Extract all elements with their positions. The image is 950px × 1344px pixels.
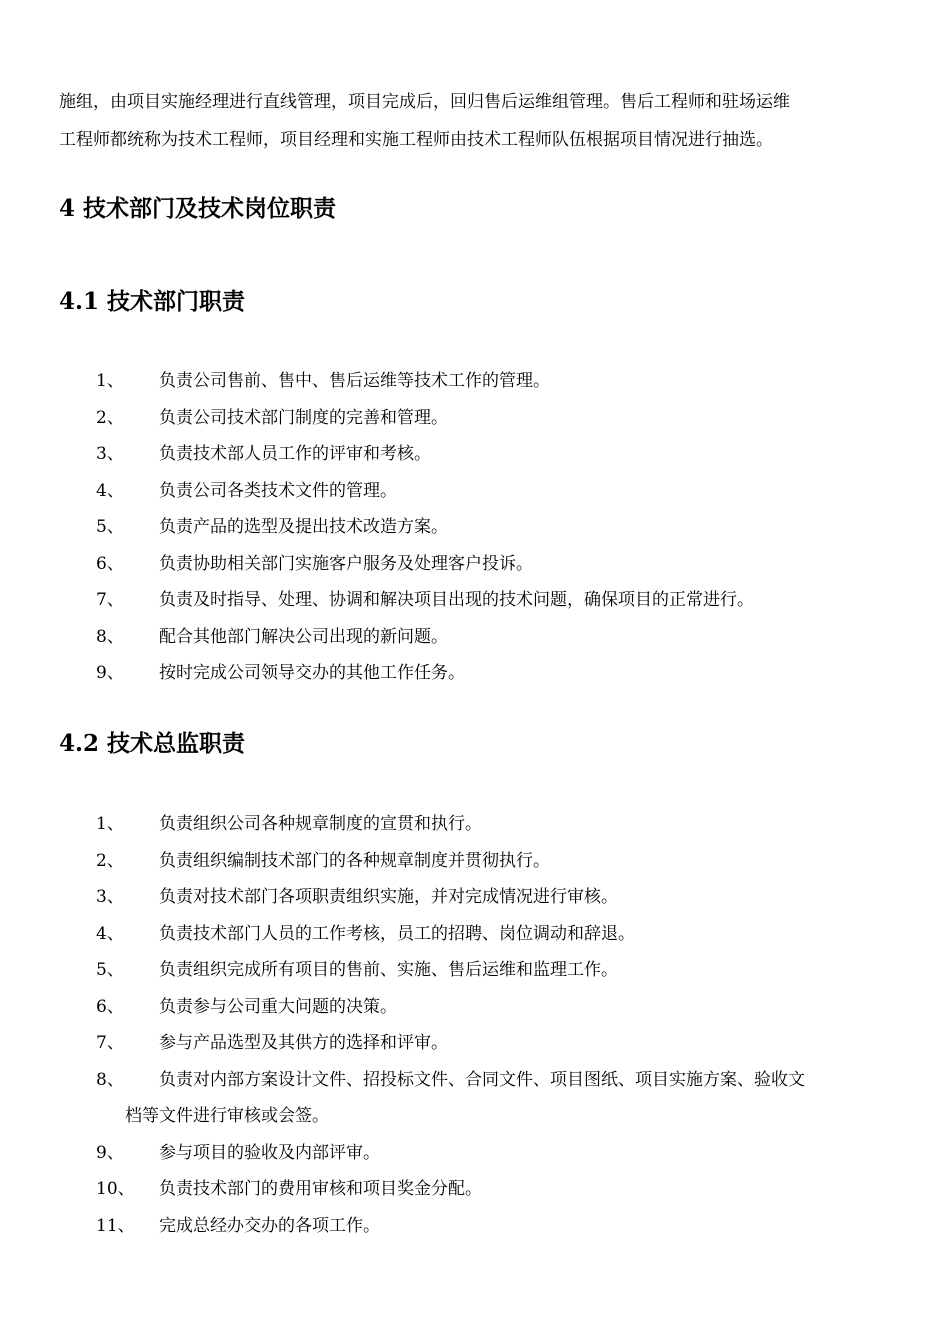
list-item-text: 负责技术部人员工作的评审和考核。	[159, 444, 431, 464]
list-item-number: 7、	[96, 590, 124, 610]
list-item-text: 负责协助相关部门实施客户服务及处理客户投诉。	[159, 553, 533, 574]
list-item-text: 按时完成公司领导交办的其他工作任务。	[159, 663, 465, 683]
list-item-text: 负责对内部方案设计文件、招投标文件、合同文件、项目图纸、项目实施方案、验收文	[159, 1069, 805, 1090]
list-item	[0, 1030, 950, 1056]
list-item-number: 6、	[96, 553, 124, 574]
list-item	[0, 1140, 950, 1166]
list-item-number: 4、	[96, 480, 124, 501]
list-item-number: 8、	[96, 626, 124, 647]
list-item	[0, 478, 950, 504]
section-4-2-heading: 4.2 技术总监职责	[59, 730, 246, 757]
list-item-text: 负责产品的选型及提出技术改造方案。	[159, 517, 448, 537]
list-item	[0, 1213, 950, 1239]
list-item-text: 负责及时指导、处理、协调和解决项目出现的技术问题，确保项目的正常进行。	[159, 590, 754, 610]
list-item-text-continuation: 档等文件进行审核或会签。	[125, 1106, 329, 1126]
list-item-text: 负责技术部门人员的工作考核，员工的招聘、岗位调动和辞退。	[159, 923, 635, 944]
intro-line-2: 工程师都统称为技术工程师，项目经理和实施工程师由技术工程师队伍根据项目情况进行抽选。	[59, 130, 773, 150]
list-item-number: 1、	[96, 814, 124, 834]
list-item-number: 6、	[96, 996, 124, 1017]
list-item-number: 5、	[96, 960, 124, 980]
list-item-text: 负责技术部门的费用审核和项目奖金分配。	[159, 1179, 482, 1199]
list-item-number: 11、	[96, 1215, 135, 1236]
list-item	[0, 587, 950, 613]
list-item-text: 负责公司技术部门制度的完善和管理。	[159, 407, 448, 428]
list-item-number: 5、	[96, 517, 124, 537]
list-item-text: 负责公司售前、售中、售后运维等技术工作的管理。	[159, 371, 550, 391]
list-item-number: 9、	[96, 663, 124, 683]
list-item-text: 负责组织完成所有项目的售前、实施、售后运维和监理工作。	[159, 960, 618, 980]
list-item-text: 完成总经办交办的各项工作。	[159, 1215, 380, 1236]
intro-line-1: 施组，由项目实施经理进行直线管理，项目完成后，回归售后运维组管理。售后工程师和驻场运维	[59, 92, 790, 112]
list-item	[0, 1176, 950, 1202]
list-item-number: 1、	[96, 371, 124, 391]
section-4-heading: 4 技术部门及技术岗位职责	[59, 195, 337, 222]
list-item-text: 负责组织公司各种规章制度的宣贯和执行。	[159, 814, 482, 834]
list-item-text: 参与项目的验收及内部评审。	[159, 1142, 380, 1163]
list-item	[0, 921, 950, 947]
list-item-number: 7、	[96, 1033, 124, 1053]
list-item-text: 参与产品选型及其供方的选择和评审。	[159, 1033, 448, 1053]
list-item-text: 配合其他部门解决公司出现的新问题。	[159, 626, 448, 647]
section-4-1-heading: 4.1 技术部门职责	[59, 288, 246, 315]
list-item-number: 3、	[96, 887, 124, 907]
list-item	[0, 957, 950, 983]
list-item-text: 负责组织编制技术部门的各种规章制度并贯彻执行。	[159, 850, 550, 871]
list-item	[0, 1067, 950, 1093]
list-item-text: 负责对技术部门各项职责组织实施，并对完成情况进行审核。	[159, 887, 618, 907]
list-item-number: 10、	[96, 1179, 135, 1199]
list-item-number: 2、	[96, 407, 124, 428]
list-item-number: 8、	[96, 1069, 124, 1090]
list-item	[0, 514, 950, 540]
list-item-text: 负责参与公司重大问题的决策。	[159, 996, 397, 1017]
list-item	[0, 405, 950, 431]
list-item	[0, 848, 950, 874]
list-item-number: 4、	[96, 923, 124, 944]
list-item	[0, 441, 950, 467]
list-item	[0, 660, 950, 686]
list-item-number: 9、	[96, 1142, 124, 1163]
list-item-text: 负责公司各类技术文件的管理。	[159, 480, 397, 501]
list-item	[0, 624, 950, 650]
list-item	[0, 994, 950, 1020]
list-item	[0, 884, 950, 910]
list-item-continuation	[0, 1103, 950, 1129]
list-item	[0, 811, 950, 837]
list-item	[0, 551, 950, 577]
list-item-number: 2、	[96, 850, 124, 871]
list-item	[0, 368, 950, 394]
list-item-number: 3、	[96, 444, 124, 464]
